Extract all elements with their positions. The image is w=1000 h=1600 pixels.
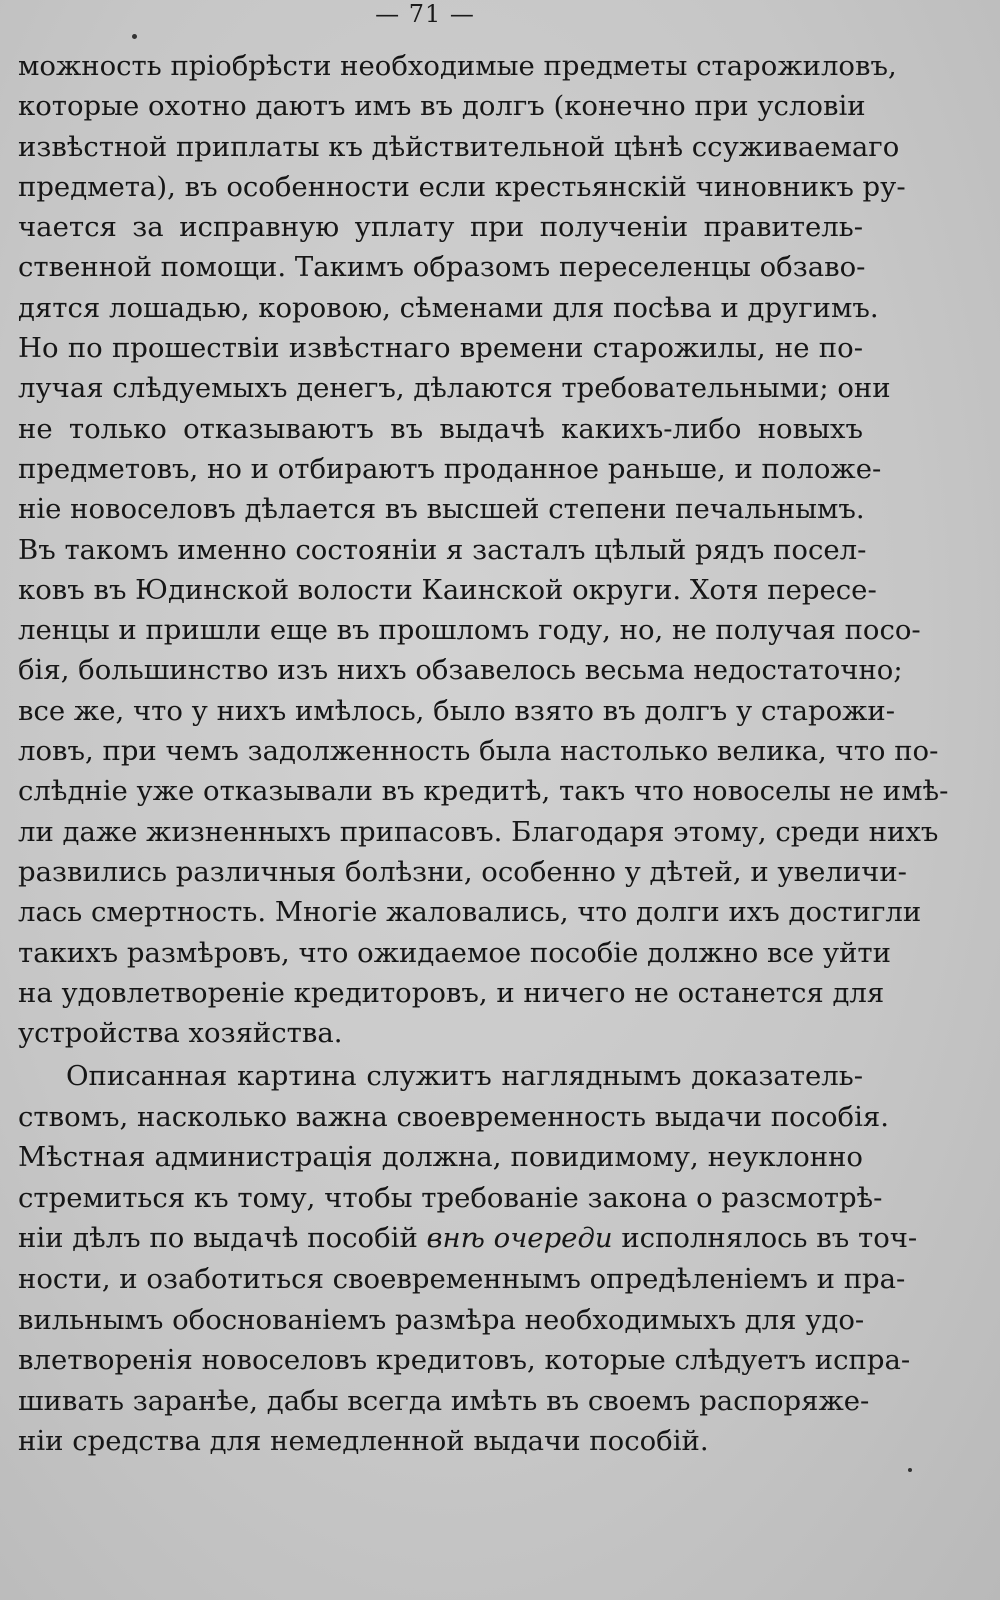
text-line: лучая слѣдуемыхъ денегъ, дѣлаются требовательными; они: [18, 372, 891, 405]
text-line: ли даже жизненныхъ припасовъ. Благодаря этому, среди нихъ: [18, 815, 939, 848]
paragraph-2: [18, 1056, 918, 1462]
text-line: чается за исправную уплату при полученіи правитель-: [18, 211, 863, 244]
text-line: шивать заранѣе, дабы всегда имѣть въ своемъ распоряже-: [18, 1384, 870, 1417]
text-line-with-emphasis: [18, 1218, 918, 1259]
text-line: дятся лошадью, коровою, сѣменами для посѣва и другимъ.: [18, 291, 879, 324]
text-line: которые охотно даютъ имъ въ долгъ (конечно при условіи: [18, 90, 866, 123]
text-segment: ніи дѣлъ по выдачѣ пособій: [18, 1222, 427, 1255]
paragraph-1: [18, 46, 949, 1053]
text-line: можность пріобрѣсти необходимые предметы старожиловъ,: [18, 50, 897, 82]
text-line: извѣстной приплаты къ дѣйствительной цѣнѣ ссуживаемаго: [18, 130, 900, 163]
text-line: влетворенія новоселовъ кредитовъ, которые слѣдуетъ испра-: [18, 1344, 911, 1377]
text-line: на удовлетвореніе кредиторовъ, и ничего не останется для: [18, 976, 885, 1009]
text-line: бія, большинство изъ нихъ обзавелось весьма недостаточно;: [18, 654, 903, 687]
text-line: ніе новоселовъ дѣлается въ высшей степени печальнымъ.: [18, 493, 865, 526]
text-line: предметовъ, но и отбираютъ проданное раньше, и положе-: [18, 452, 882, 485]
text-line: ствомъ, насколько важна своевременность выдачи пособія.: [18, 1100, 889, 1133]
text-line: все же, что у нихъ имѣлось, было взято въ долгъ у старожи-: [18, 694, 896, 727]
text-line: Мѣстная администрація должна, повидимому, неуклонно: [18, 1141, 863, 1174]
page-number: — 71 —: [375, 0, 475, 28]
text-line: не только отказываютъ въ выдачѣ какихъ-либо новыхъ: [18, 412, 863, 445]
text-line: вильнымъ обоснованіемъ размѣра необходимыхъ для удо-: [18, 1303, 865, 1336]
text-line: ковъ въ Юдинской волости Каинской округи. Хотя пересе-: [18, 573, 877, 606]
paper-speck: [908, 1468, 912, 1472]
text-line: такихъ размѣровъ, что ожидаемое пособіе должно все уйти: [18, 936, 891, 969]
text-line: устройства хозяйства.: [18, 1017, 343, 1050]
text-line: слѣдніе уже отказывали въ кредитѣ, такъ что новоселы не имѣ-: [18, 775, 949, 808]
text-line: предмета), въ особенности если крестьянскій чиновникъ ру-: [18, 170, 906, 203]
text-line: ственной помощи. Такимъ образомъ переселенцы обзаво-: [18, 251, 866, 284]
text-line: Въ такомъ именно состояніи я засталъ цѣлый рядъ посел-: [18, 533, 867, 566]
text-line: ніи средства для немедленной выдачи пособій.: [18, 1425, 709, 1458]
text-line: лась смертность. Многіе жаловались, что долги ихъ достигли: [18, 896, 922, 929]
text-segment: исполнялось въ точ-: [612, 1222, 918, 1255]
emphasized-text: внѣ очереди: [426, 1222, 613, 1255]
paper-speck: [132, 34, 137, 39]
text-line: ности, и озаботиться своевременнымъ опредѣленіемъ и пра-: [18, 1262, 906, 1295]
text-line: развились различныя болѣзни, особенно у дѣтей, и увеличи-: [18, 855, 907, 888]
text-line: стремиться къ тому, чтобы требованіе закона о разсмотрѣ-: [18, 1181, 883, 1214]
text-line: Описанная картина служитъ нагляднымъ доказатель-: [66, 1060, 863, 1092]
text-line: Но по прошествіи извѣстнаго времени старожилы, не по-: [18, 332, 863, 365]
text-line: ловъ, при чемъ задолженность была настолько велика, что по-: [18, 735, 939, 768]
text-line: ленцы и пришли еще въ прошломъ году, но, не получая посо-: [18, 614, 921, 647]
